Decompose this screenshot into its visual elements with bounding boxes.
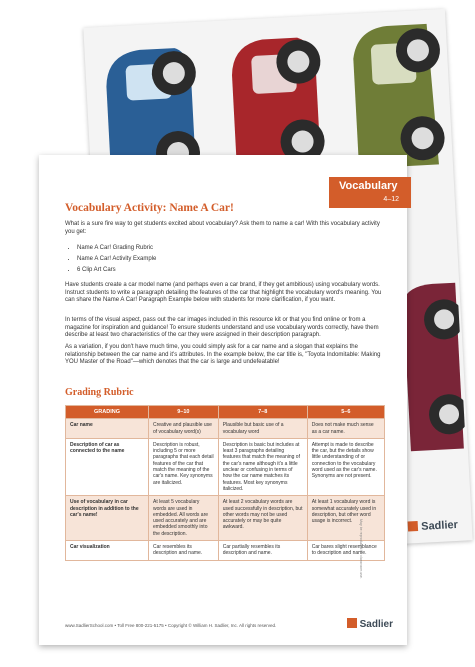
back-sheet-logo (408, 519, 458, 534)
green-car-image (341, 19, 449, 174)
table-cell: At least 1 vocabulary word is somewhat accurately used in description, but other word usage is incorrect. (307, 496, 384, 541)
rubric-heading: Grading Rubric (65, 387, 134, 398)
variation-paragraph: As a variation, if you don't have much time, you could simply ask for a car name and a slogan that explains the relationship between the car name and it's attributes. In the example below, the car title is, "Toyota Indomitable: Making YOU Master of the Road"—which denotes that the car is large and undefeatable! (65, 344, 381, 365)
vocabulary-tab (329, 177, 411, 208)
table-cell: Description is basic but includes at least 3 paragraphs detailing features that match the meaning of the car's name although it's a little unclear or confusing in terms of how the car name matches its features. Most key synonyms italicized. (218, 438, 307, 495)
back-sheet-brand-text: Sadlier (420, 518, 459, 533)
front-page (39, 155, 407, 645)
column-header: GRADING (66, 406, 149, 419)
column-header: 9–10 (149, 406, 219, 419)
table-row (66, 541, 385, 561)
table-cell: Plausible but basic use of a vocabulary word (218, 419, 307, 439)
table-cell: Attempt is made to describe the car, but the details show little understanding of or connection to the vocabulary word used as the car's name. Synonyms are not present. (307, 438, 384, 495)
side-note-text: May be reproduced for classroom use. (358, 519, 363, 579)
table-row (66, 496, 385, 541)
included-items-list (69, 243, 156, 276)
sadlier-logo-icon (347, 618, 357, 628)
table-cell: At least 5 vocabulary words are used in embedded. All words are used accurately and are embedded smoothly into the description. (149, 496, 219, 541)
page-title: Vocabulary Activity: Name A Car! (65, 202, 234, 214)
table-row (66, 438, 385, 495)
red-car-image (222, 30, 329, 170)
footer-text: www.SadlierSchool.com • Toll Free 800-221-5175 • Copyright © William H. Sadlier, Inc. All rights reserved. (65, 623, 277, 628)
table-cell: Description is robust, including 5 or more paragraphs that each detail features of the car that match the meaning of the car's name. Key synonyms are italicized. (149, 438, 219, 495)
table-row (66, 419, 385, 439)
list-item: • Name A Car! Grading Rubric (77, 243, 156, 254)
grading-rubric-table (65, 405, 385, 561)
vocabulary-tab-label: Vocabulary (339, 180, 398, 192)
table-cell: Creative and plausible use of vocabulary word(s) (149, 419, 219, 439)
column-header: 5–6 (307, 406, 384, 419)
footer-brand-text: Sadlier (359, 619, 393, 630)
table-cell: Car resembles its description and name. (149, 541, 219, 561)
footer-logo (347, 618, 393, 630)
column-header: 7–8 (218, 406, 307, 419)
visual-aspect-paragraph: In terms of the visual aspect, pass out the car images included in this resource kit or that you find online or from a magazine for inspiration and guidance! To ensure students understand and use vocabulary words correctly, have them describe at least two characteristics of the car they were assigned in their description paragraph. (65, 317, 379, 338)
criterion-cell: Car name (66, 419, 149, 439)
table-cell: Does not make much sense as a car name. (307, 419, 384, 439)
table-header-row (66, 406, 385, 419)
table-cell: Car partially resembles its description and name. (218, 541, 307, 561)
list-item: • Name A Car! Activity Example (77, 254, 156, 265)
grade-range: 4–12 (383, 196, 399, 203)
table-cell: At least 2 vocabulary words are used successfully in description, but other words may not be used accurately or may be quite awkward. (218, 496, 307, 541)
instructions-paragraph: Have students create a car model name (and perhaps even a car brand, if they get ambitious) using vocabulary words. Instruct students to write a paragraph detailing the features of the car that highlight the vocabulary word's meaning. You can share the Name A Car! Paragraph Example below with students for more clarification, if you want. (65, 282, 382, 303)
criterion-cell: Description of car as connected to the name (66, 438, 149, 495)
list-item: • 6 Clip Art Cars (77, 265, 156, 276)
intro-paragraph: What is a sure fire way to get students excited about vocabulary? Ask them to name a car! With this vocabulary activity you get: (65, 221, 380, 235)
table-cell: Car bares slight resemblance to description and name. (307, 541, 384, 561)
maroon-car-image (397, 279, 466, 462)
criterion-cell: Use of vocabulary in car description in addition to the car's name! (66, 496, 149, 541)
criterion-cell: Car visualization (66, 541, 149, 561)
